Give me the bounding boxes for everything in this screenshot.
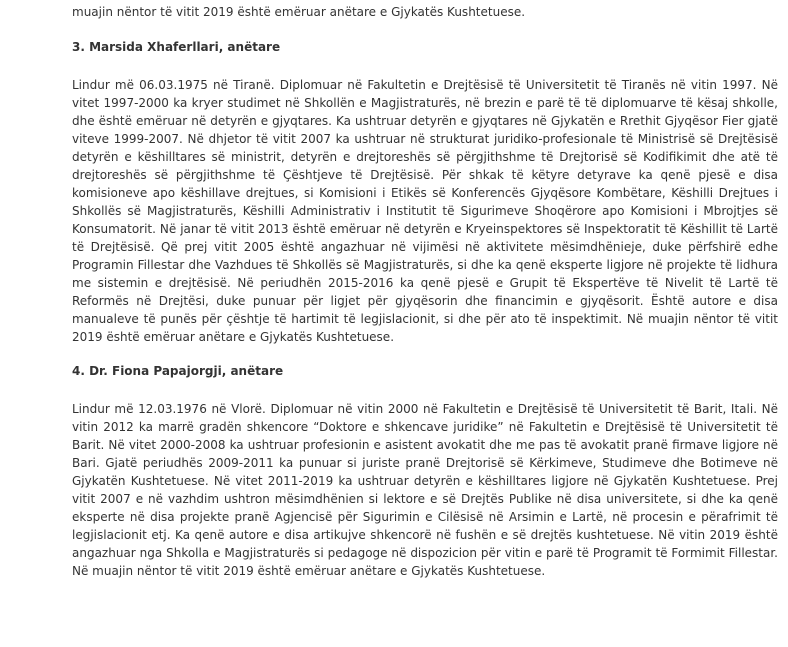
member-bio-3: Lindur më 06.03.1975 në Tiranë. Diplomuar në Fakultetin e Drejtësisë të Universitetit të Tiranës në vitin 1997. Në vitet 1997-2000 ka kryer studimet në Shkollën e Magjistraturës, në brezin e parë të të diplomuarve të kësaj shkolle, dhe është emëruar në detyrën e gjyqtares. Ka ushtruar detyrën e gjyqtares në Gjykatën e Rrethit Gjyqësor Fier gjatë viteve 1999-2007. Në dhjetor të vitit 2007 ka ushtruar në strukturat juridiko-profesionale të Ministrisë së Drejtësisë detyrën e këshilltares së ministrit, detyrën e drejtoreshës së përgjithshme të Drejtorisë së Kodifikimit dhe atë të drejtoreshës së përgjithshme të Çështjeve të Drejtësisë. Për shkak të këtyre detyrave ka qenë pjesë e disa komisioneve apo këshillave drejtues, si Komisioni i Etikës së Konferencës Gjyqësore Kombëtare, Këshilli Drejtues i Shkollës së Magjistraturës, Këshilli Administrativ i Institutit të Sigurimeve Shoqërore apo Komisioni i Mbrojtjes së Konsumatorit. Në janar të vitit 2013 është emëruar në detyrën e Kryeinspektores së Inspektoratit të Këshillit të Lartë të Drejtësisë. Që prej vitit 2005 është angazhuar në vijimësi në aktivitete mësimdhënieje, duke përfshirë edhe Programin Fillestar dhe Vazhdues të Shkollës së Magjistraturës, si dhe ka qenë eksperte ligjore në projekte të lidhura me sistemin e drejtësisë. Në periudhën 2015-2016 ka qenë pjesë e Grupit të Ekspertëve të Nivelit të Lartë të Reformës në Drejtësi, duke punuar për ligjet për gjyqësorin dhe financimin e gjyqësorit. Është autore e disa manualeve të punës për çështje të hartimit të legjislacionit, si dhe për ato të inspektimit. Në muajin nëntor të vitit 2019 është emëruar anëtare e Gjykatës Kushtetuese.: [72, 78, 778, 344]
member-bio-4: Lindur më 12.03.1976 në Vlorë. Diplomuar në vitin 2000 në Fakultetin e Drejtësisë të Universitetit të Barit, Itali. Në vitin 2012 ka marrë gradën shkencore “Doktore e shkencave juridike” në Fakultetin e Drejtësisë të Universitetit të Barit. Në vitet 2000-2008 ka ushtruar profesionin e asistent avokatit dhe me pas të avokatit pranë firmave ligjore në Bari. Gjatë periudhës 2009-2011 ka punuar si juriste pranë Drejtorisë së Kërkimeve, Studimeve dhe Botimeve në Gjykatën Kushtetuese. Në vitet 2011-2019 ka ushtruar detyrën e këshilltares ligjore në Gjykatën Kushtetuese. Prej vitit 2007 e në vazhdim ushtron mësimdhënien si lektore e së Drejtës Publike në disa universitete, si dhe ka qenë eksperte në disa projekte pranë Agjencisë për Sigurimin e Cilësisë në Arsimin e Lartë, në procesin e përafrimit të legjislacionit etj. Ka qenë autore e disa artikujve shkencorë në fushën e së drejtës kushtetuese. Në vitin 2019 është angazhuar nga Shkolla e Magjistraturës si pedagoge në dispozicion për vitin e parë të Programit të Formimit Fillestar. Në muajin nëntor të vitit 2019 është emëruar anëtare e Gjykatës Kushtetuese.: [72, 402, 778, 578]
member-heading-3: 3. Marsida Xhaferllari, anëtare: [72, 40, 281, 54]
member-heading-4: 4. Dr. Fiona Papajorgji, anëtare: [72, 364, 284, 378]
previous-bio-tail: muajin nëntor të vitit 2019 është emëruar anëtare e Gjykatës Kushtetuese.: [72, 5, 526, 19]
